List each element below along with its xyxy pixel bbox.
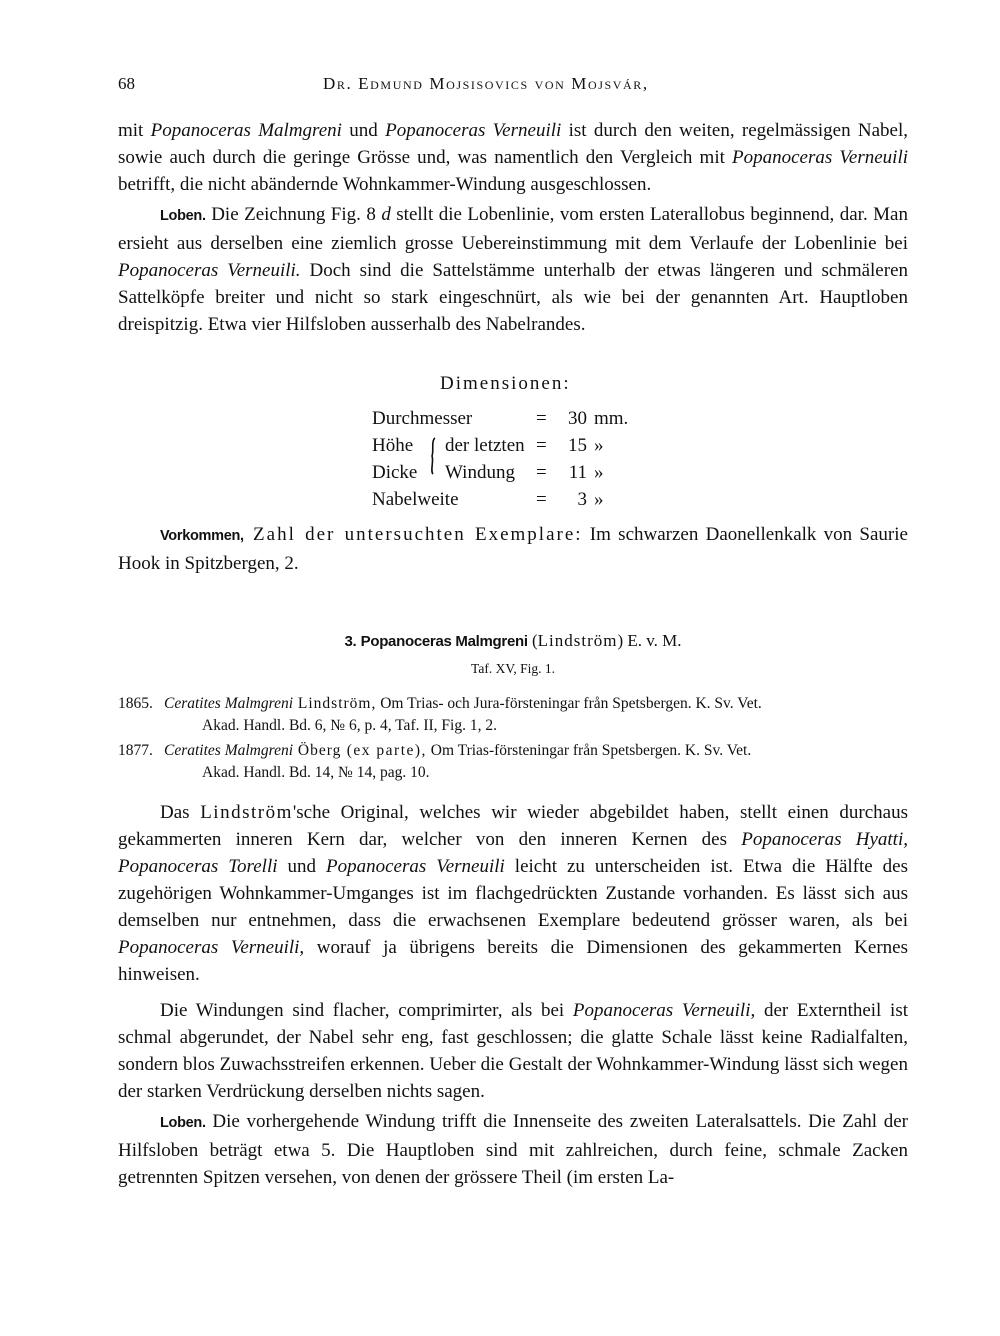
paragraph-comparison <box>118 117 908 198</box>
text: Doch sind die Sattelstämme unterhalb der etwas längeren und schmäleren Sattelköpfe breiter und nicht so stark eingeschnürt, als wie bei der genannten Art. Hauptloben dreispitzig. Etwa vier Hilfsloben ausserhalb des Nabelrandes. <box>118 260 909 335</box>
dimension-unit: » <box>594 462 604 483</box>
dimension-equals: = <box>536 435 547 456</box>
dimension-equals: = <box>536 489 547 510</box>
paragraph-loben-2 <box>118 1108 908 1191</box>
reference-author: Öberg <box>293 742 342 759</box>
dimension-sublabel: Windung <box>445 462 515 483</box>
figure-letter: d <box>381 204 391 225</box>
taxon-name: Popanoceras Verneuili <box>325 856 505 877</box>
paragraph-loben <box>118 201 908 338</box>
text: Das <box>160 802 201 823</box>
text: Im schwarzen Daonellenkalk von Saurie Hook in Spitzbergen, 2. <box>118 524 908 574</box>
running-title: Dr. Edmund Mojsisovics von Mojsvár, <box>323 74 649 93</box>
dimension-equals: = <box>536 462 547 483</box>
dimension-unit: mm. <box>594 408 629 429</box>
dimension-unit: » <box>594 435 604 456</box>
text: ( <box>527 631 538 650</box>
dimension-unit: » <box>594 489 604 510</box>
text: 'sche Original, welches wir wieder abgebildet haben, stellt einen durchaus gekammerten inneren Kern dar, welcher von den inneren Kernen des <box>118 802 908 850</box>
text: ) E. v. M. <box>617 631 682 650</box>
species-author: Lindström <box>537 631 618 650</box>
taxon-name: Popanoceras Verneuili <box>385 120 562 141</box>
reference-year: 1877. <box>118 742 153 759</box>
synonymy-entry <box>118 693 908 737</box>
dimension-sublabel: der letzten <box>445 435 525 456</box>
reference-qualifier: (ex parte), <box>341 742 427 759</box>
reference-text: Om Trias- och Jura-försteningar från Spetsbergen. K. Sv. Vet. <box>376 695 762 712</box>
text: ist durch den weiten, regelmässigen Nabel, sowie auch durch die geringe Grösse und, was namentlich den Vergleich mit <box>118 120 909 168</box>
text: der Externtheil ist schmal abgerundet, der Nabel sehr eng, fast geschlossen; die glatte Schale lässt keine Radialfalten, sondern blos Zuwachsstreifen erkennen. Ueber die Gestalt der Wohnkammer-Windung lässt sich wegen der starken Verdrückung derselben nichts sagen. <box>118 1000 908 1102</box>
taxon-name: Popanoceras Verneuili. <box>118 260 301 281</box>
paragraph-windungen <box>118 997 908 1105</box>
text: betrifft, die nicht abändernde Wohnkammer-Windung ausgeschlossen. <box>118 174 652 195</box>
section-heading-loben: Loben. <box>160 208 206 224</box>
text: und <box>277 856 326 877</box>
text: Die Zeichnung Fig. 8 <box>205 204 382 225</box>
species-number: 3. <box>344 633 357 650</box>
dimension-label: Durchmesser <box>372 408 473 429</box>
taxon-name: Popanoceras Malmgreni <box>150 120 342 141</box>
species-name: Popanoceras Malmgreni <box>360 633 528 650</box>
page-number: 68 <box>118 74 135 93</box>
dimension-value: 3 <box>577 489 587 510</box>
section-heading-loben: Loben. <box>160 1115 206 1131</box>
author-name: Lindström <box>200 802 293 823</box>
section-heading-occurrence: Vorkommen, <box>160 528 244 544</box>
text: Die vorhergehende Windung trifft die Innenseite des zweiten Lateralsattels. Die Zahl der Hilfsloben beträgt etwa 5. Die Hauptloben sind mit zahlreichen, durch feine, schmale Zacken getrennten Spitzen versehen, von denen der grössere Theil (im ersten La- <box>118 1111 908 1188</box>
dimension-value: 30 <box>568 408 587 429</box>
species-heading <box>118 631 908 651</box>
brace-icon <box>428 437 438 475</box>
page-header <box>118 74 908 104</box>
dimension-label: Nabelweite <box>372 489 459 510</box>
paragraph-original <box>118 799 908 988</box>
text: worauf ja übrigens bereits die Dimensionen des gekammerten Kernes hinweisen. <box>118 937 908 985</box>
dimension-label: Höhe <box>372 435 414 456</box>
taxon-name: Popanoceras Verneuili <box>732 147 908 168</box>
reference-text: Akad. Handl. Bd. 14, № 14, pag. 10. <box>202 764 430 781</box>
spaced-text: Zahl der untersuchten Exemplare: <box>243 524 583 545</box>
text: leicht zu unterscheiden ist. Etwa die Hälfte des zugehörigen Wohnkammer-Umganges ist im flachgedrückten Zustande vorhanden. Es lässt sich aus demselben nur entnehmen, dass die erwachsenen Exemplare bedeutend grösser waren, als bei <box>118 856 909 931</box>
reference-text: Akad. Handl. Bd. 6, № 6, p. 4, Taf. II, Fig. 1, 2. <box>202 717 497 734</box>
reference-text: Om Trias-försteningar från Spetsbergen. K. Sv. Vet. <box>426 742 752 759</box>
taxon-name: Popanoceras Verneuili, <box>572 1000 756 1021</box>
text: mit <box>118 120 151 141</box>
synonymy-entry <box>118 740 908 784</box>
text: Die Windungen sind flacher, comprimirter, als bei <box>160 1000 573 1021</box>
reference-taxon: Ceratites Malmgreni <box>164 695 294 712</box>
reference-author: Lindström, <box>293 695 377 712</box>
text: stellt die Lobenlinie, vom ersten Laterallobus beginnend, dar. Man ersieht aus derselben eine ziemlich grosse Uebereinstimmung mit dem Verlaufe der Lobenlinie bei <box>118 204 908 254</box>
dimension-value: 15 <box>568 435 587 456</box>
reference-taxon: Ceratites Malmgreni <box>164 742 294 759</box>
dimensions-title: Dimensionen: <box>440 373 571 394</box>
text: und <box>341 120 386 141</box>
taxon-name: Popanoceras Verneuili, <box>118 937 305 958</box>
reference-year: 1865. <box>118 695 153 712</box>
dimension-equals: = <box>536 408 547 429</box>
plate-reference: Taf. XV, Fig. 1. <box>471 661 555 676</box>
paragraph-occurrence <box>118 521 908 577</box>
taxon-name: Popanoceras Hyatti, Popanoceras Torelli <box>118 829 908 877</box>
dimension-value: 11 <box>568 462 587 483</box>
dimension-label: Dicke <box>372 462 418 483</box>
